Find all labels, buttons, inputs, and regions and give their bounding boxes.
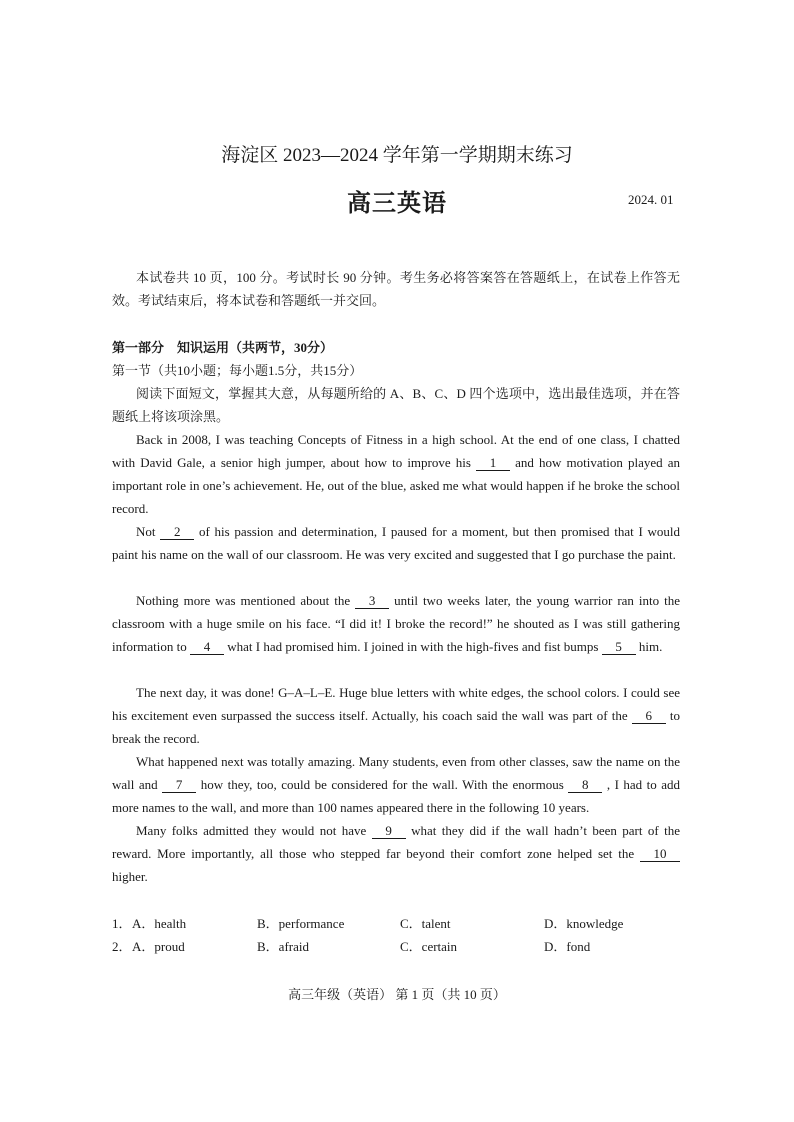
blank-8: 8 (568, 778, 602, 793)
exam-title: 海淀区 2023—2024 学年第一学期期末练习 (221, 145, 573, 166)
passage-paragraph-5 (112, 750, 680, 819)
blank-9: 9 (372, 824, 406, 839)
notice-paragraph (112, 266, 680, 312)
blank-7: 7 (162, 778, 196, 793)
option-d: D．fond (544, 939, 591, 954)
option-b: B．afraid (257, 939, 309, 954)
part1-heading: 第一部分 知识运用（共两节，30分） (112, 340, 334, 355)
blank-1: 1 (476, 456, 510, 471)
p4-text-c: to break the record. (112, 708, 680, 746)
passage-paragraph-1 (112, 428, 680, 520)
notice-line-1: 本试卷共 10 页，100 分。考试时长 90 分钟。考生务必将答案答在答题纸上，在试卷上作答 (136, 270, 667, 285)
option-row-2 (112, 936, 680, 958)
p6-text-c: what they did if the wall hadn’t been part of the reward. More importantly, all those who stepped far beyond their comfort zone helped set the (112, 823, 681, 861)
option-a: A．health (132, 916, 187, 931)
option-d: D．knowledge (544, 916, 624, 931)
p6-text-d: higher. (112, 869, 148, 884)
option-c: C．certain (400, 939, 458, 954)
p4-text-a: The next day, it was done! G–A–L–E. Huge blue letters with white edges, the school colors. I could see his excitement even surpassed the success itself. Actually, his coach said the wall was part of the (112, 685, 680, 723)
exam-date: 2024. 01 (628, 192, 674, 207)
passage-paragraph-4 (112, 681, 680, 750)
instruction-line-2: 答题纸上将该项涂黑。 (112, 386, 680, 424)
blank-3: 3 (355, 594, 389, 609)
blank-5: 5 (602, 640, 636, 655)
p3-text-a: Nothing more was mentioned about the (136, 593, 351, 608)
blank-2: 2 (160, 525, 194, 540)
option-row-1 (112, 913, 680, 935)
passage-paragraph-2 (112, 520, 680, 566)
p6-text-a: Many folks admitted they would not have (136, 823, 367, 838)
page-footer: 高三年级（英语） 第 1 页（共 10 页） (288, 987, 506, 1002)
option-number: 1． (112, 916, 132, 931)
option-b: B．performance (257, 916, 345, 931)
blank-4: 4 (190, 640, 224, 655)
blank-6: 6 (632, 709, 666, 724)
passage-paragraph-6 (112, 819, 680, 888)
option-a: A．proud (132, 939, 185, 954)
instruction-paragraph (112, 382, 680, 428)
option-c: C．talent (400, 916, 451, 931)
subject-title: 高三英语 (347, 191, 447, 217)
section1-heading: 第一节（共10小题；每小题1.5分，共15分） (112, 363, 363, 378)
passage-paragraph-3 (112, 589, 680, 658)
p5-text-a: What happened next was totally amazing. Many students, even from other classes, saw the name on the wall and (112, 754, 680, 792)
p5-text-d: , I had to add more names to the wall, and more than 100 names appeared there in the following 10 years. (112, 777, 681, 815)
instruction-line-1: 阅读下面短文，掌握其大意，从每题所给的 A、B、C、D 四个选项中，选出最佳选项，并在 (136, 386, 667, 401)
p5-text-c: how they, too, could be considered for the wall. With the enormous (200, 777, 564, 792)
p2-text-a: Not (136, 524, 156, 539)
blank-10: 10 (640, 847, 680, 862)
p2-text-c: of his passion and determination, I paused for a moment, but then promised that I would paint his name on the wall of our classroom. He was very excited and suggested that I go purchase the paint. (112, 524, 681, 562)
p1-text-a: Back in 2008, I was teaching Concepts of Fitness in a high school. At the end of one class, I chatted with David Gale, a senior high jumper, about how to improve his (112, 432, 680, 470)
notice-line-2: 无效。考试结束后，将本试卷和答题纸一并交回。 (112, 270, 680, 308)
p1-text-c: and how motivation played an important role in one’s achievement. He, out of the blue, asked me what would happen if he broke the school record. (112, 455, 680, 516)
option-number: 2． (112, 939, 132, 954)
p3-text-d: what I had promised him. I joined in with the high-fives and fist bumps (227, 639, 599, 654)
p3-text-c: until two weeks later, the young warrior ran into the classroom with a huge smile on his face. “I did it! I broke the record!” he shouted as I was still gathering information to (112, 593, 681, 654)
p3-text-e: him. (638, 639, 663, 654)
